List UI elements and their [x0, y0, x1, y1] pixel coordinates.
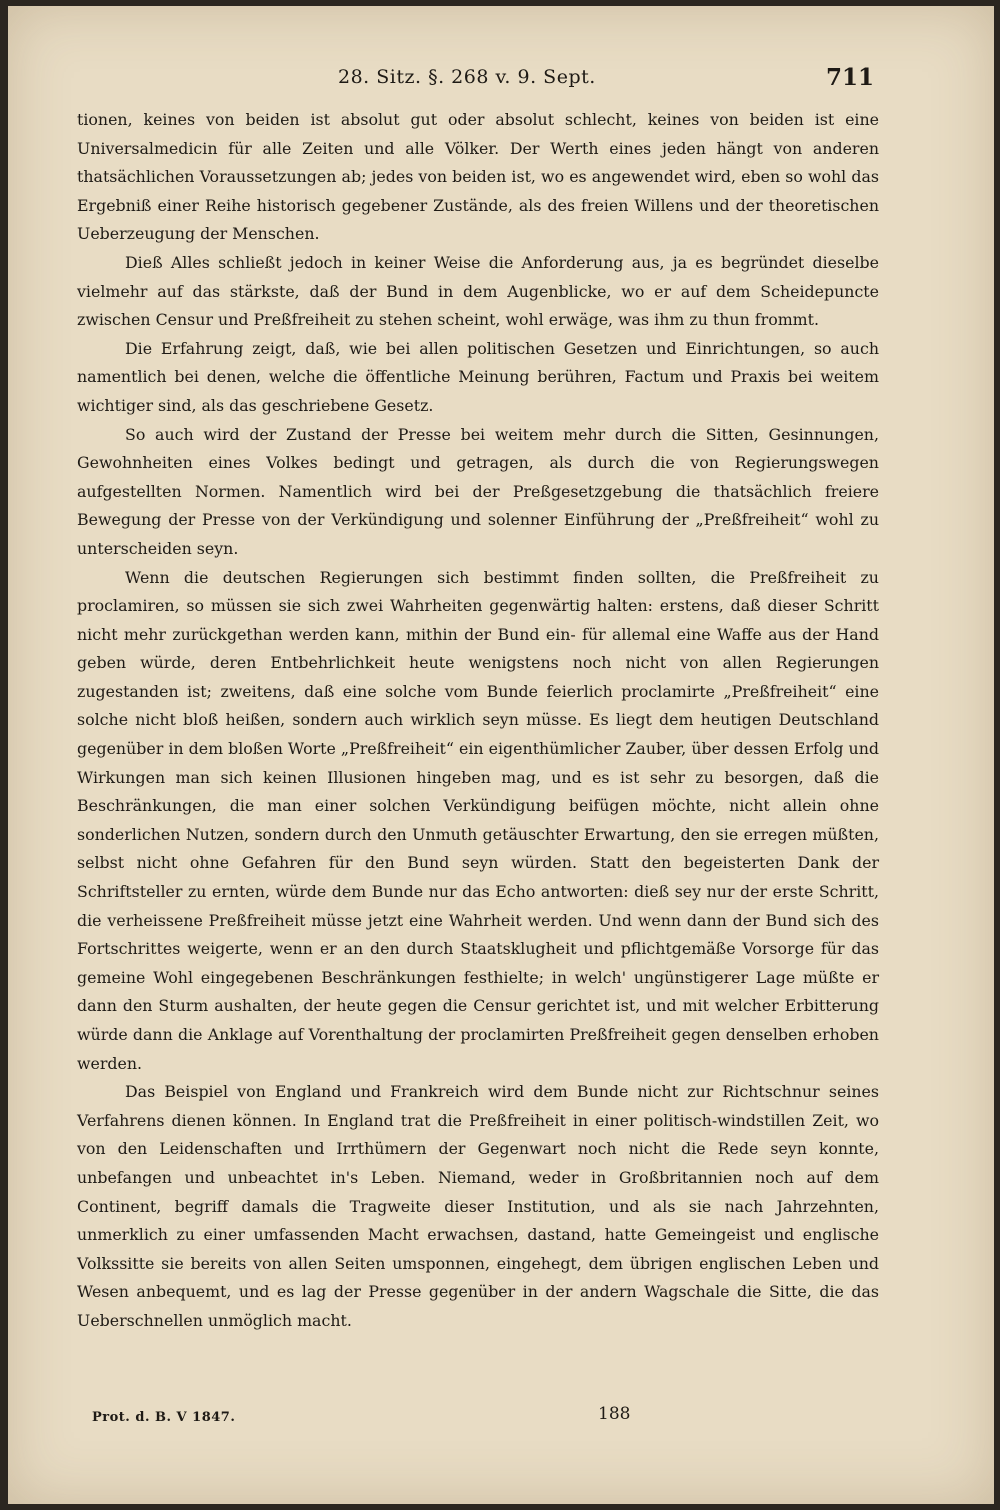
paragraph-4: So auch wird der Zustand der Presse bei weitem mehr durch die Sitten, Gesinnungen, Gewohnheiten eines Volkes bedingt und getragen, als durch die von Regierungswegen aufgestellten Normen. Namentlich wird bei der Preßgesetzgebung die thatsächlich freiere Bewegung der Presse von der Verkündigung und solenner Einführung der „Preßfreiheit“ wohl zu unterscheiden seyn.	[77, 424, 879, 558]
page-footer	[8, 1404, 994, 1428]
paragraph-2: Dieß Alles schließt jedoch in keiner Weise die Anforderung aus, ja es begründet dieselbe vielmehr auf das stärkste, daß der Bund in dem Augenblicke, wo er auf dem Scheidepuncte zwischen Censur und Preßfreiheit zu stehen scheint, wohl erwäge, was ihm zu thun frommt.	[77, 252, 879, 330]
document-page	[8, 6, 994, 1504]
page-number: 711	[826, 64, 875, 91]
running-head	[8, 64, 994, 94]
footer-signature: Prot. d. B. V 1847.	[92, 1410, 236, 1425]
paragraph-1: tionen, keines von beiden ist absolut gut oder absolut schlecht, keines von beiden ist eine Universalmedicin für alle Zeiten und alle Völker. Der Werth eines jeden hängt von anderen thatsächlichen Voraussetzungen ab; jedes von beiden ist, wo es angewendet wird, eben so wohl das Ergebniß einer Reihe historisch gegebener Zustände, als des freien Willens und der theoretischen Ueberzeugung der Menschen.	[77, 110, 879, 244]
paragraph-6: Das Beispiel von England und Frankreich wird dem Bunde nicht zur Richtschnur seines Verfahrens dienen können. In England trat die Preßfreiheit in einer politisch-windstillen Zeit, wo von den Leidenschaften und Irrthümern der Gegenwart noch nicht die Rede seyn konnte, unbefangen und unbeachtet in's Leben. Niemand, weder in Großbritannien noch auf dem Continent, begriff damals die Tragweite dieser Institution, und als sie nach Jahrzehnten, unmerklich zu einer umfassenden Macht erwachsen, dastand, hatte Gemeingeist und englische Volkssitte sie bereits von allen Seiten umsponnen, eingehegt, dem übrigen englischen Leben und Wesen anbequemt, und es lag der Presse gegenüber in der andern Wagschale die Sitte, die das Ueberschnellen unmöglich macht.	[77, 1082, 879, 1330]
running-title: 28. Sitz. §. 268 v. 9. Sept.	[338, 66, 596, 88]
paragraph-3: Die Erfahrung zeigt, daß, wie bei allen politischen Gesetzen und Einrichtungen, so auch namentlich bei denen, welche die öffentliche Meinung berühren, Factum und Praxis bei weitem wichtiger sind, als das geschriebene Gesetz.	[77, 338, 879, 415]
body-text	[77, 106, 879, 1336]
paragraph-5: Wenn die deutschen Regierungen sich bestimmt finden sollten, die Preßfreiheit zu proclamiren, so müssen sie sich zwei Wahrheiten gegenwärtig halten: erstens, daß dieser Schritt nicht mehr zurückgethan werden kann, mithin der Bund ein- für allemal eine Waffe aus der Hand geben würde, deren Entbehrlichkeit heute wenigstens noch nicht von allen Regierungen zugestanden ist; zweitens, daß eine solche vom Bunde feierlich proclamirte „Preßfreiheit“ eine solche nicht bloß heißen, sondern auch wirklich seyn müsse. Es liegt dem heutigen Deutschland gegenüber in dem bloßen Worte „Preßfreiheit“ ein eigenthümlicher Zauber, über dessen Erfolg und Wirkungen man sich keinen Illusionen hingeben mag, und es ist sehr zu besorgen, daß die Beschränkungen, die man einer solchen Verkündigung beifügen möchte, nicht allein ohne sonderlichen Nutzen, sondern durch den Unmuth getäuschter Erwartung, den sie erregen müßten, selbst nicht ohne Gefahren für den Bund seyn würden. Statt den begeisterten Dank der Schriftsteller zu ernten, würde dem Bunde nur das Echo antworten: dieß sey nur der erste Schritt, die verheissene Preßfreiheit müsse jetzt eine Wahrheit werden. Und wenn dann der Bund sich des Fortschrittes weigerte, wenn er an den durch Staatsklugheit und pflichtgemäße Vorsorge für das gemeine Wohl eingegebenen Beschränkungen festhielte; in welch' ungünstigerer Lage müßte er dann den Sturm aushalten, der heute gegen die Censur gerichtet ist, und mit welcher Erbitterung würde dann die Anklage auf Vorenthaltung der proclamirten Preßfreiheit gegen denselben erhoben werden.	[77, 567, 879, 1073]
footer-sheet-number: 188	[598, 1404, 631, 1424]
